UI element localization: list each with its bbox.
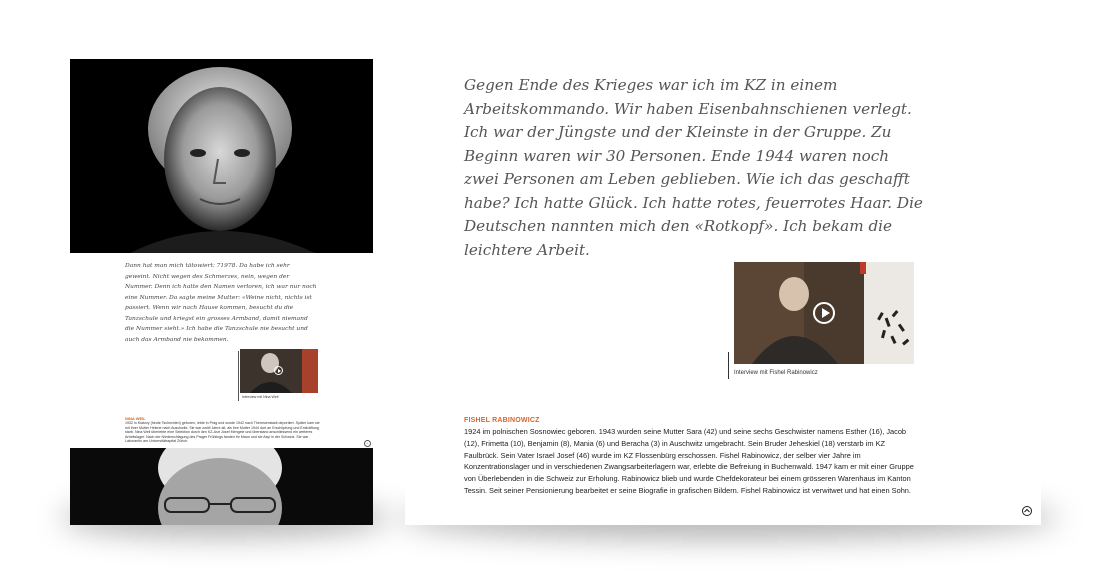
chevron-up-icon (1023, 507, 1031, 515)
play-icon[interactable] (813, 302, 835, 324)
portrait-illustration-2 (70, 448, 373, 525)
portrait-illustration (70, 59, 373, 253)
chevron-up-icon[interactable]: ^ (364, 440, 371, 447)
video-thumbnail[interactable] (734, 262, 914, 364)
portrait-photo-nina-weil (70, 59, 373, 253)
portrait-photo-fishel-rabinowicz (70, 448, 373, 525)
bio-text: 1924 im polnischen Sosnowiec geboren. 1943 wurden seine Mutter Sara (42) und seine sechs Geschwister namens Esther (16), Jacob (12), Frimetta (10), Benjamin (8), Mania (6) und Beracha (3) in Auschwitz umgebracht. Sein Bruder Jeheskiel (18) verstarb im KZ Faulbrück. Sein Vater Israel Josef (46) wurde im KZ Flossenbürg erschossen. Fishel Rabinowicz, der selber vier Jahre im Konzentrationslager und in verschiedenen Zwangsarbeiterlagern war, erlebte die Befreiung in Buchenwald. 1947 kam er mit einer Gruppe von Überlebenden in die Schweiz zur Erholung. Rabinowicz blieb und wurde Chefdekorateur bei einem grösseren Warenhaus im Kanton Tessin. Seit seiner Pensionierung bearbeitet er seine Biografie in grafischen Bildern. Fishel Rabinowicz ist verwitwet und hat einen Sohn. (464, 427, 914, 495)
play-icon[interactable] (274, 366, 283, 375)
left-bio-text: 1932 in Klatovy (heute Tschechien) geboren, lebte in Prag und wurde 1942 nach Theresienstadt deportiert. Später kam sie mit ihrer Mutter Helene nach Auschwitz. Sie war zwölf Jahre alt, als ihre Mutter 1944 dort an Erschöpfung und Entkräftung starb. Nina Weil überlebte eine Selektion durch den KZ-Arzt Josef Mengele und überstand anschliessend ein weiteres Arbeitslager. Nach der Niederschlagung des Prager Frühlings fanden ihr Mann und sie Asyl in der Schweiz. Sie war Laborantin am Universitätsspital Zürich. (125, 421, 320, 444)
left-video-thumbnail[interactable] (240, 349, 318, 393)
scroll-up-button[interactable] (1022, 506, 1032, 516)
left-bio-name: NINA WEIL (125, 416, 146, 421)
bio-name: FISHEL RABINOWICZ (464, 417, 540, 424)
left-quote-text: Dann hat man mich tätowiert: 71978. Da habe ich sehr geweint. Nicht wegen des Schmerzes, nein, wegen der Nummer. Denn ich hatte den Namen verloren, ich war nur noch eine Nummer. Da sagte meine Mutter: «Weine nicht, nichts ist passiert. Wenn wir nach Hause kommen, besucht du die Tanzschule und kriegst ein grosses Armband, damit niemand die Nummer sieht.» Ich habe die Tanzschule nie besucht und auch das Armband nie bekommen. (125, 263, 317, 343)
left-page-preview[interactable] (70, 59, 373, 525)
main-quote-text: Gegen Ende des Krieges war ich im KZ in einem Arbeitskommando. Wir haben Eisenbahnschienen verlegt. Ich war der Jüngste und der Kleinste in der Gruppe. Zu Beginn waren wir 30 Personen. Ende 1944 waren noch zwei Personen am Leben geblieben. Wie ich das geschafft habe? Ich hatte Glück. Ich hatte rotes, feuerrotes Haar. Die Deutschen nannten mich den «Rotkopf». Ich bekam die leichtere Arbeit. (464, 76, 923, 259)
right-page-preview[interactable] (405, 40, 1041, 525)
video-divider (728, 352, 729, 379)
left-video-caption: Interview mit Nina Weil (242, 395, 279, 399)
video-caption: Interview mit Fishel Rabinowicz (734, 370, 818, 376)
left-video-divider (238, 351, 239, 401)
